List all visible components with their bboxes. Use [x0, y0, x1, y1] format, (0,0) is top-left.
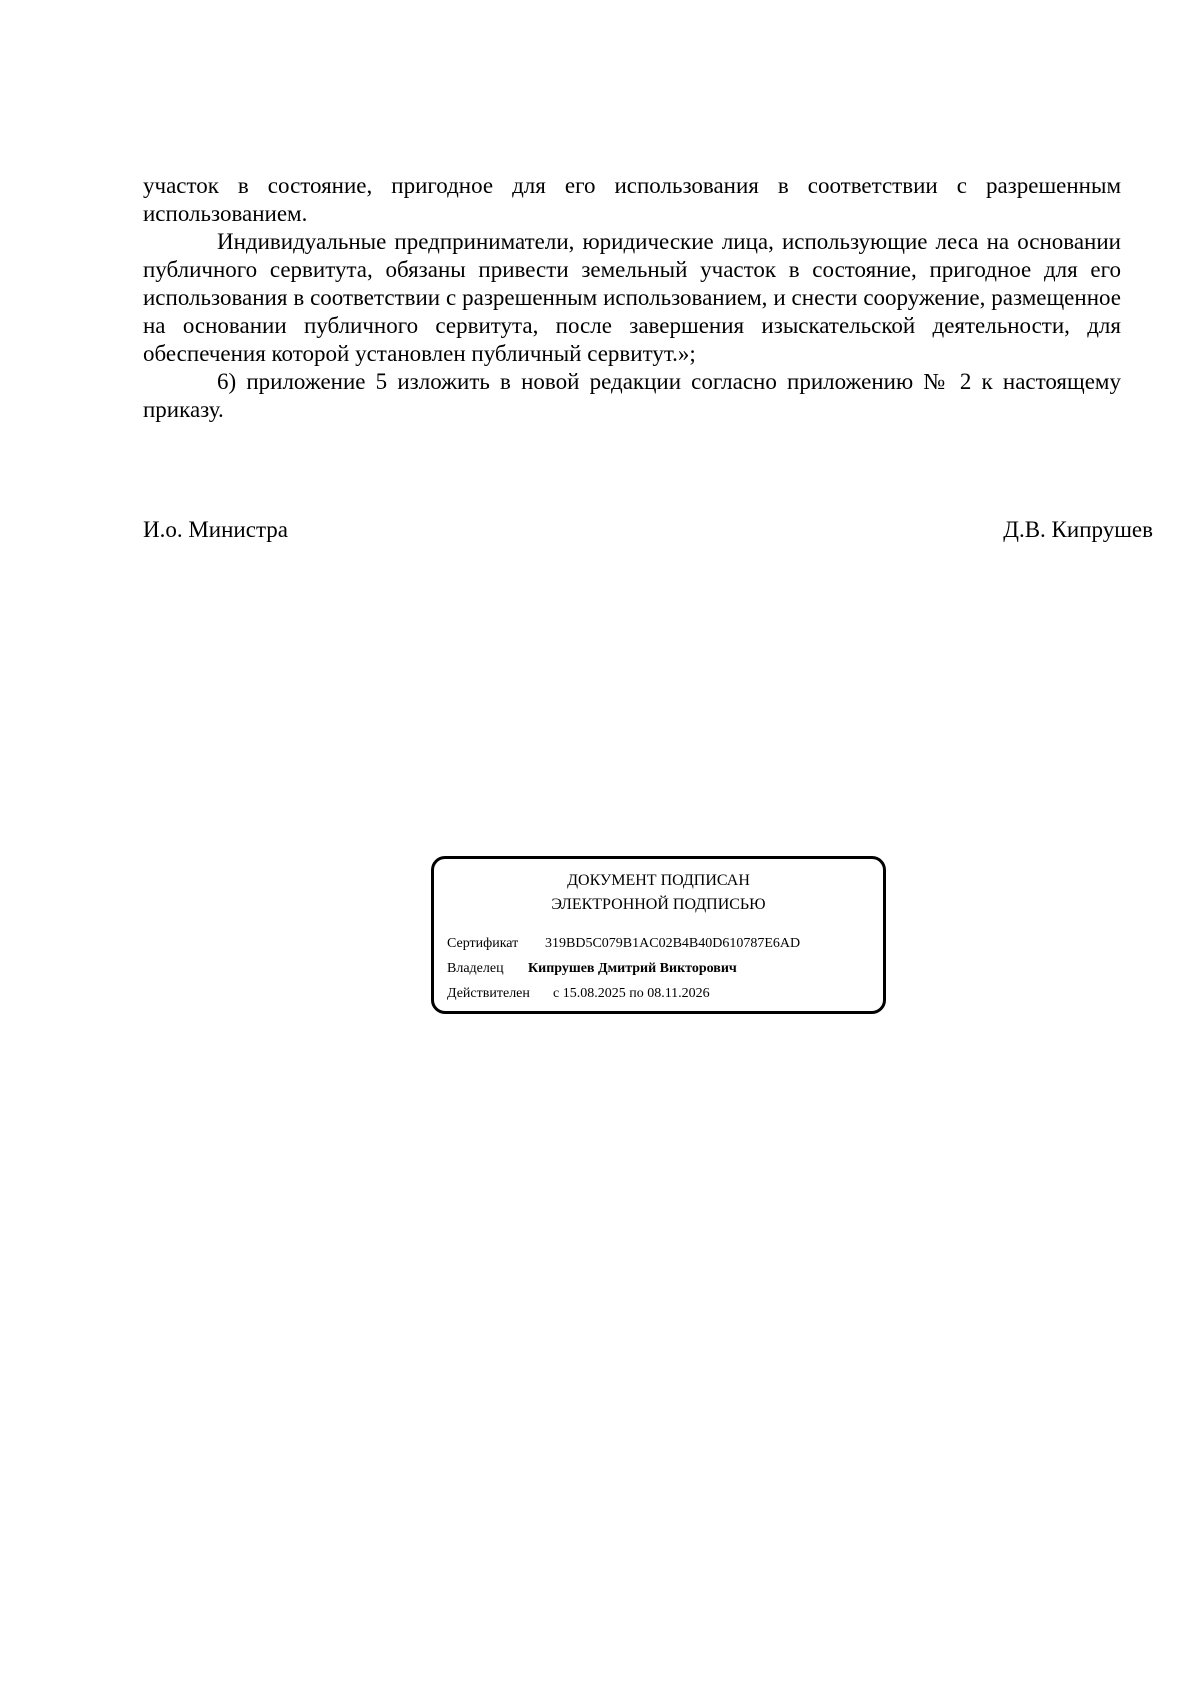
stamp-header-line-1: ДОКУМЕНТ ПОДПИСАН — [567, 872, 750, 889]
signature-block — [143, 516, 1153, 546]
certificate-value: 319BD5C079B1AC02B4B40D610787E6AD — [545, 936, 801, 951]
paragraph-continuation: участок в состояние, пригодное для его использования в соответствии с разрешенным использованием. — [143, 173, 1121, 226]
validity-value: с 15.08.2025 по 08.11.2026 — [553, 986, 710, 1001]
electronic-signature-stamp — [431, 856, 886, 1014]
validity-label: Действителен — [447, 986, 530, 1001]
document-body — [143, 172, 1121, 424]
stamp-header-line-2: ЭЛЕКТРОННОЙ ПОДПИСЬЮ — [551, 896, 766, 913]
certificate-label: Сертификат — [447, 936, 519, 951]
paragraph-public-servitude: Индивидуальные предприниматели, юридические лица, использующие леса на основании публичного сервитута, обязаны привести земельный участок в состояние, пригодное для его использования в соответствии с разрешенным использованием, и снести сооружение, размещенное на основании публичного сервитута, после завершения изыскательской деятельности, для обеспечения которой установлен публичный сервитут.»; — [143, 229, 1121, 366]
paragraph-appendix-item: 6) приложение 5 изложить в новой редакции согласно приложению № 2 к настоящему приказу. — [143, 369, 1121, 422]
owner-value: Кипрушев Дмитрий Викторович — [528, 961, 737, 976]
stamp-validity-row — [447, 985, 710, 1003]
signer-name: Д.В. Кипрушев — [1003, 517, 1153, 542]
stamp-header — [434, 869, 883, 917]
signer-position: И.о. Министра — [143, 517, 288, 542]
stamp-owner-row — [447, 960, 737, 978]
stamp-certificate-row — [447, 935, 800, 953]
owner-label: Владелец — [447, 961, 504, 976]
